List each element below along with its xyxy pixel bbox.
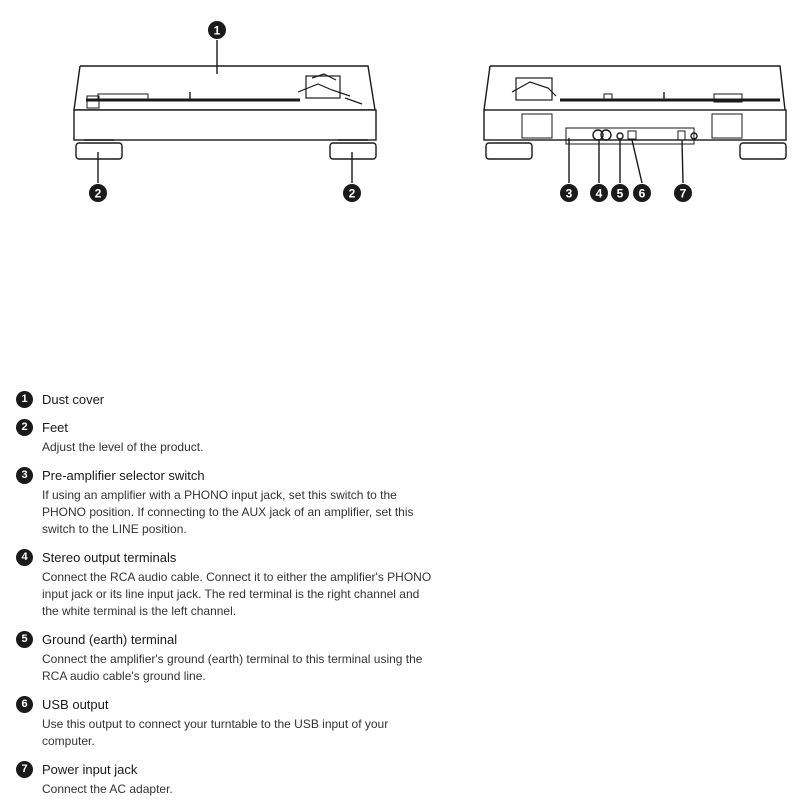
- turntable-illustration: [0, 0, 800, 215]
- parts-item-feet: [16, 418, 436, 456]
- number-badge: 4: [16, 549, 33, 566]
- parts-item-ground-terminal: [16, 630, 436, 685]
- item-description: Connect the AC adapter.: [42, 782, 173, 796]
- item-title: Dust cover: [42, 391, 105, 407]
- parts-item-dust-cover: [16, 390, 436, 408]
- parts-item-usb-output: [16, 695, 436, 750]
- svg-text:1: 1: [213, 23, 221, 38]
- number-badge: 7: [16, 761, 33, 778]
- item-title: Stereo output terminals: [42, 549, 177, 565]
- item-description: Use this output to connect your turntable to the USB input of your computer.: [42, 717, 389, 748]
- callout-1: [208, 21, 226, 39]
- number-badge: 6: [16, 696, 33, 713]
- callout-5: [611, 184, 629, 202]
- number-badge: 3: [16, 467, 33, 484]
- parts-list: [16, 390, 436, 808]
- item-description: If using an amplifier with a PHONO input jack, set this switch to the PHONO position. If connecting to the AUX jack of an amplifier, set this switch to the LINE position.: [42, 488, 414, 536]
- item-description: Adjust the level of the product.: [42, 440, 204, 454]
- callout-4: [590, 184, 608, 202]
- parts-item-stereo-output: [16, 548, 436, 620]
- callout-2-left: [89, 184, 107, 202]
- svg-text:2: 2: [348, 186, 356, 201]
- parts-item-preamp-switch: [16, 466, 436, 538]
- svg-text:5: 5: [616, 186, 624, 201]
- item-title: USB output: [42, 696, 109, 712]
- svg-text:3: 3: [565, 186, 573, 201]
- number-badge: 2: [16, 419, 33, 436]
- svg-text:7: 7: [679, 186, 687, 201]
- item-title: Ground (earth) terminal: [42, 631, 178, 647]
- callout-6: [633, 184, 651, 202]
- item-title: Feet: [42, 419, 69, 435]
- callout-3: [560, 184, 578, 202]
- item-description: Connect the RCA audio cable. Connect it to either the amplifier's PHONO input jack or its line input jack. The red terminal is the right channel and the white terminal is the left channel.: [42, 570, 432, 618]
- turntable-rear-view: [484, 66, 786, 159]
- svg-text:2: 2: [94, 186, 102, 201]
- turntable-front-view: [74, 66, 376, 159]
- parts-item-power-jack: [16, 760, 436, 798]
- callout-7: [674, 184, 692, 202]
- svg-text:4: 4: [595, 186, 603, 201]
- item-title: Pre-amplifier selector switch: [42, 467, 205, 483]
- item-title: Power input jack: [42, 761, 138, 777]
- number-badge: 1: [16, 391, 33, 408]
- svg-text:6: 6: [638, 186, 646, 201]
- callout-2-right: [343, 184, 361, 202]
- item-description: Connect the amplifier's ground (earth) terminal to this terminal using the RCA audio cable's ground line.: [42, 652, 423, 683]
- number-badge: 5: [16, 631, 33, 648]
